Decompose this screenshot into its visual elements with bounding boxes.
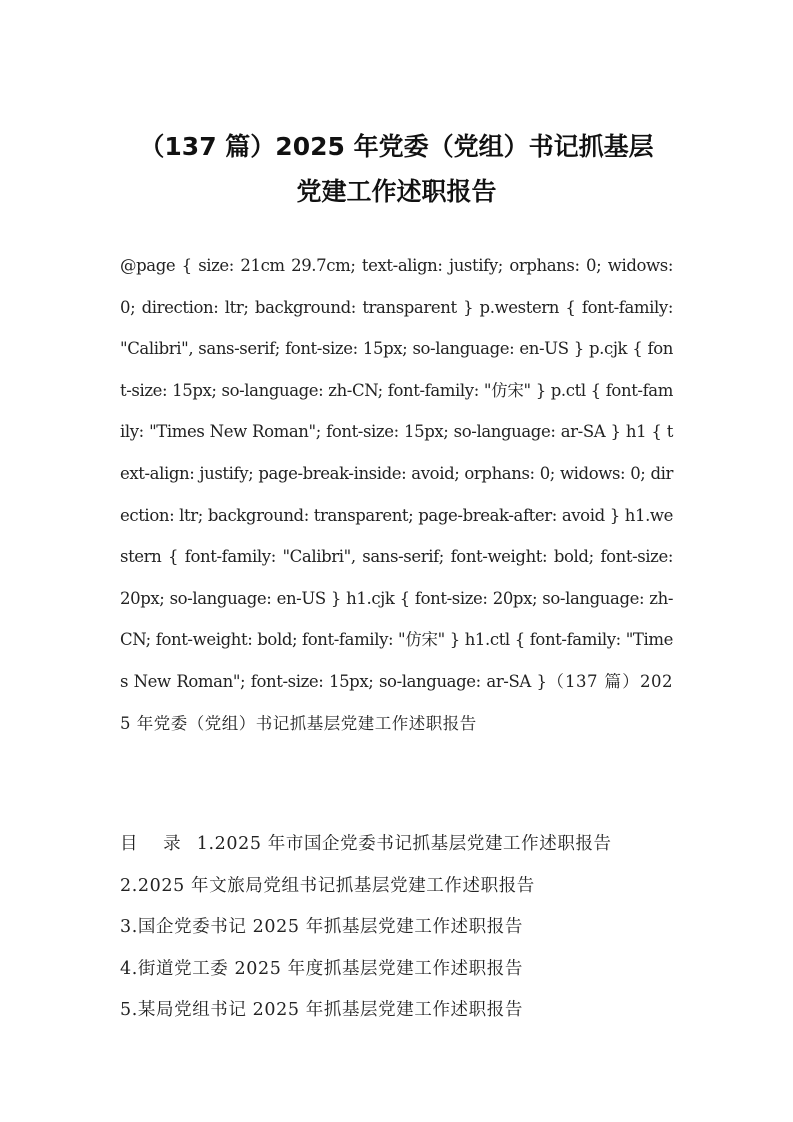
document-title [60,124,733,214]
toc-line-1 [120,824,680,866]
document-body [120,245,673,744]
toc-item: 3.国企党委书记 2025 年抓基层党建工作述职报告 [120,917,523,937]
title-reference: （137 篇）2025 年党委（党组）书记抓基层党建工作述职报告 [120,671,673,733]
toc-item: 4.街道党工委 2025 年度抓基层党建工作述职报告 [120,958,523,979]
title-line-2: 党建工作述职报告 [296,177,497,206]
table-of-contents [120,824,680,1032]
toc-item: 5.某局党组书记 2025 年抓基层党建工作述职报告 [120,1000,523,1020]
toc-heading: 目 录 [120,834,191,854]
leaked-css-text: @page { size: 21cm 29.7cm; text-align: justify; orphans: 0; widows: 0; direction: ltr; background: transparent } p.western { font-family: "Calibri", sans-serif; font-size: 15px; so-language: en-US } p.cjk { font-size: 15px; so-language: zh-CN; font-family: "仿宋" } p.ctl { font-family: "Times New Roman"; font-size: 15px; so-language: ar-SA } h1 { text-align: justify; page-break-inside: avoid; orphans: 0; widows: 0; direction: ltr; background: transparent; page-break-after: avoid } h1.western { font-family: "Calibri", sans-serif; font-weight: bold; font-size: 20px; so-language: en-US } h1.cjk { font-size: 20px; so-language: zh-CN; font-weight: bold; font-family: "仿宋" } h1.ctl { font-family: "Times New Roman"; font-size: 15px; so-language: ar-SA } [120,256,673,691]
title-line-1: （137 篇）2025 年党委（党组）书记抓基层 [139,132,654,161]
toc-item: 1.2025 年市国企党委书记抓基层党建工作述职报告 [196,834,612,854]
toc-item: 2.2025 年文旅局党组书记抓基层党建工作述职报告 [120,875,535,896]
